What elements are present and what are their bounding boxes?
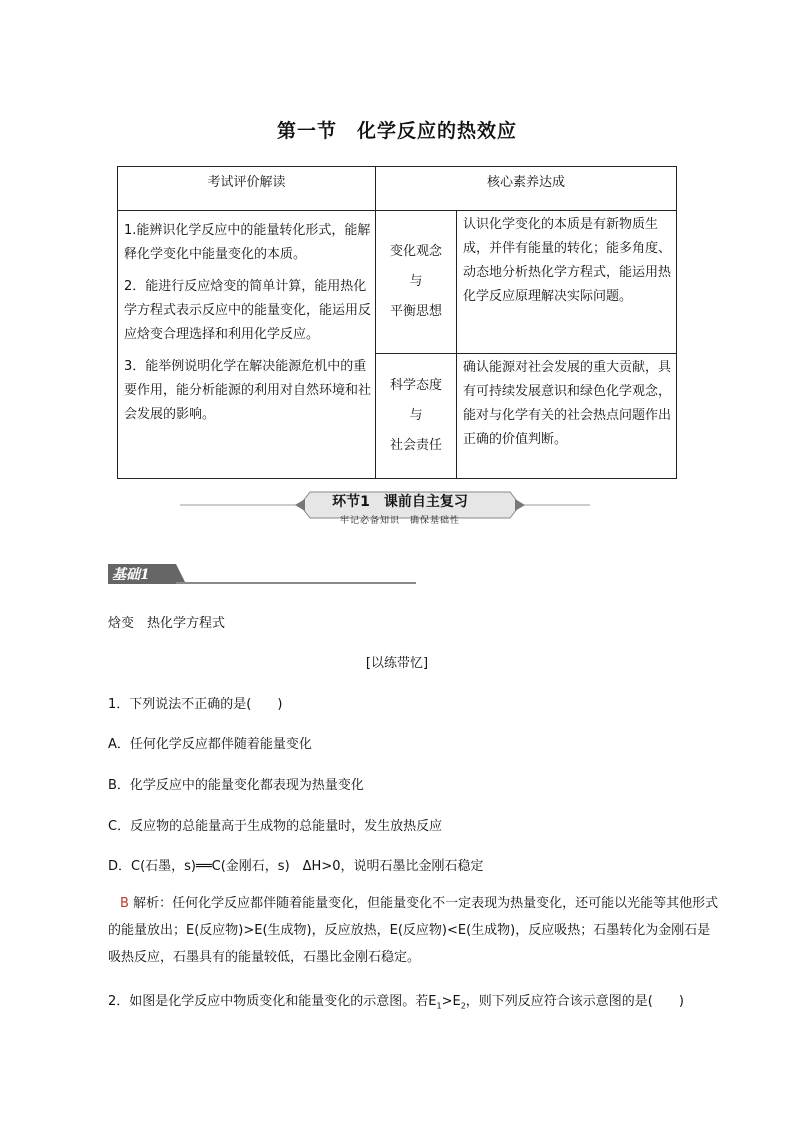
question-1-option-a: A．任何化学反应都伴随着能量变化 xyxy=(108,737,312,752)
section-banner xyxy=(290,489,700,526)
question-1-stem: 1．下列说法不正确的是( ) xyxy=(108,697,283,712)
literacy-text: 认识化学变化的本质是有新物质生成，并伴有能量的转化；能多角度、动态地分析热化学方程式，能运用热化学反应原理解决实际问题。 xyxy=(457,211,677,354)
q2-text-c: ，则下列反应符合该示意图的是( ) xyxy=(465,994,684,1009)
question-1-option-b: B．化学反应中的能量变化都表现为热量变化 xyxy=(108,778,364,793)
question-1-option-c: C．反应物的总能量高于生成物的总能量时，发生放热反应 xyxy=(108,819,443,834)
header-exam-evaluation: 考试评价解读 xyxy=(118,167,376,211)
exam-item: 3．能举例说明化学在解决能源危机中的重要作用，能分析能源的利用对自然环境和社会发展的影响。 xyxy=(124,359,372,422)
header-core-literacy: 核心素养达成 xyxy=(376,167,677,211)
question-2-stem xyxy=(108,990,684,1011)
exam-item: 2．能进行反应焓变的简单计算，能用热化学方程式表示反应中的能量变化，能运用反应焓变合理选择和利用化学反应。 xyxy=(124,279,372,342)
literacy-label xyxy=(376,354,457,479)
tag-shape xyxy=(108,562,418,586)
literacy-label-bottom: 社会责任 xyxy=(389,438,442,453)
question-1-option-d: D．C(石墨，s)══C(金刚石，s) ΔH>0，说明石墨比金刚石稳定 xyxy=(108,859,484,874)
exam-item: 1.能辨识化学反应中的能量转化形式，能解释化学变化中能量变化的本质。 xyxy=(124,223,371,262)
exam-evaluation-list xyxy=(118,211,376,479)
q2-text-b: >E xyxy=(441,994,461,1009)
q2-sub-2: 2 xyxy=(460,1001,466,1011)
literacy-text: 确认能源对社会发展的重大贡献，具有可持续发展意识和绿色化学观念，能对与化学有关的社会热点问题作出正确的价值判断。 xyxy=(457,354,677,479)
banner-title: 环节1 课前自主复习 xyxy=(332,494,468,510)
q2-text-a: 2．如图是化学反应中物质变化和能量变化的示意图。若E xyxy=(108,994,437,1009)
analysis-text: 解析：任何化学反应都伴随着能量变化，但能量变化不一定表现为热量变化，还可能以光能等其他形式的能量放出；E(反应物)>E(生成物)，反应放热，E(反应物)<E(生成物)，反应吸热；石墨转化为金刚石是吸热反应，石墨具有的能量较低，石墨比金刚石稳定。 xyxy=(108,896,719,965)
banner-subtitle: 牢记必备知识 确保基础性 xyxy=(339,516,460,526)
literacy-label-top: 变化观念 xyxy=(389,244,442,259)
outline-table xyxy=(117,166,677,479)
section-tag-label: 基础1 xyxy=(112,567,150,583)
page-title xyxy=(0,116,794,143)
title-text: 化学反应的热效应 xyxy=(357,120,518,142)
section-tag xyxy=(108,562,418,586)
title-section-number: 第一节 xyxy=(276,120,337,142)
topic-heading: 焓变 热化学方程式 xyxy=(108,616,226,631)
answer-letter: B xyxy=(120,896,129,911)
literacy-label-bottom: 平衡思想 xyxy=(389,304,442,319)
practice-label: [以练带忆] xyxy=(365,656,429,671)
literacy-label xyxy=(376,211,457,354)
literacy-label-mid: 与 xyxy=(409,408,423,423)
question-1-analysis xyxy=(108,890,720,971)
literacy-label-top: 科学态度 xyxy=(389,378,442,393)
q2-sub-1: 1 xyxy=(436,1001,442,1011)
literacy-label-mid: 与 xyxy=(409,274,423,289)
